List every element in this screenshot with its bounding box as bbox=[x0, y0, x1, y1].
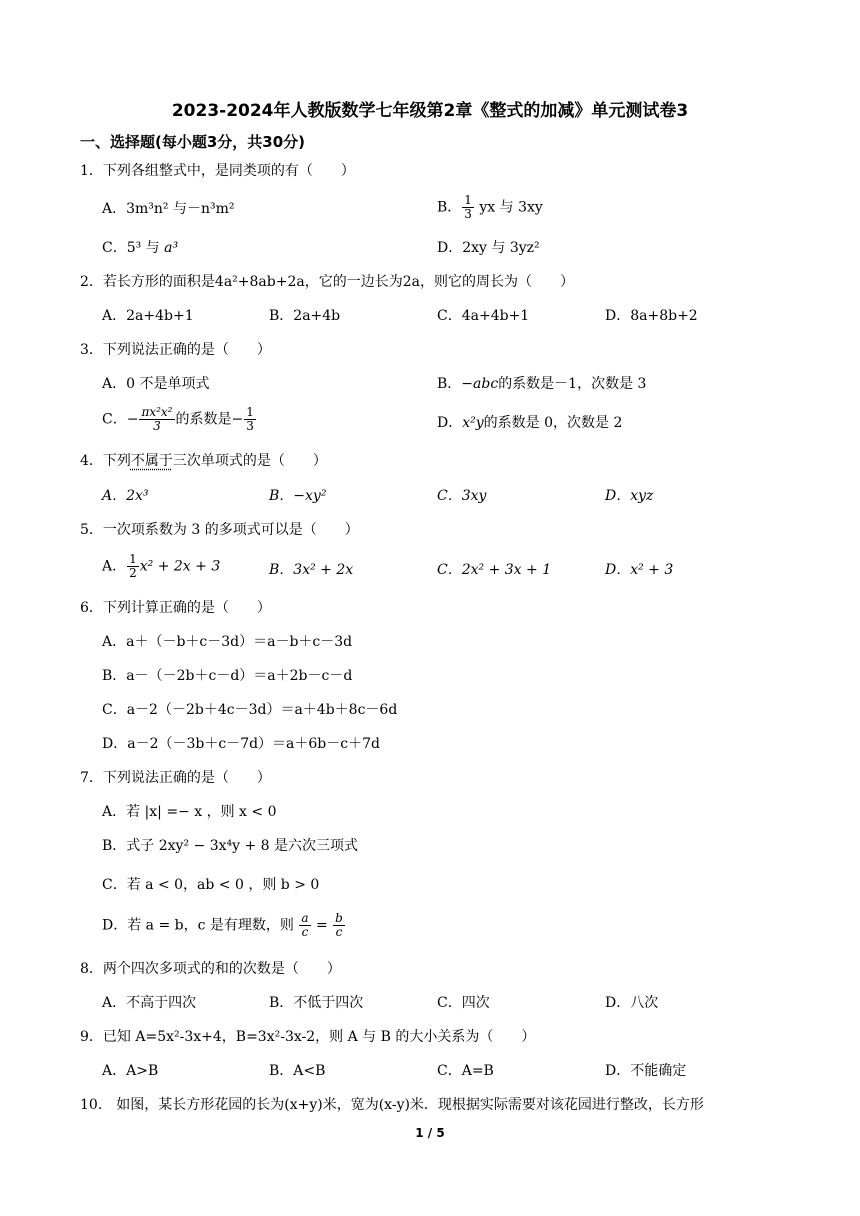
q5-option-a bbox=[102, 553, 220, 580]
q7-option-d bbox=[102, 912, 346, 939]
q6-option-a: A．a＋（－b＋c－3d）＝a－b＋c－3d bbox=[102, 634, 353, 650]
q5-option-c: C．2x² + 3x + 1 bbox=[437, 562, 552, 578]
q5-a-fraction: $\frac{1}{2}$ bbox=[129, 552, 137, 580]
q8-option-b: B．不低于四次 bbox=[269, 995, 364, 1011]
q3-option-d bbox=[437, 412, 622, 432]
q8-option-a: A．不高于四次 bbox=[102, 995, 197, 1011]
q2-option-d: D．8a+8b+2 bbox=[605, 308, 698, 324]
q1-option-a: A．3m³n² 与－n³m² bbox=[102, 201, 235, 217]
q7-d-text: D．若 a = b，c 是有理数，则 bbox=[102, 917, 299, 934]
q6-option-c: C．a－2（－2b＋4c－3d）＝a＋4b＋8c－6d bbox=[102, 702, 398, 718]
question-7: 7．下列说法正确的是（ ） bbox=[80, 770, 271, 786]
q5-option-b: B．3x² + 2x bbox=[269, 562, 354, 578]
question-5: 5．一次项系数为 3 的多项式可以是（ ） bbox=[80, 522, 359, 538]
q4-stem-pre: 4．下列 bbox=[80, 453, 131, 469]
q5-a-label: A． bbox=[102, 558, 127, 575]
q2-option-a: A．2a+4b+1 bbox=[102, 308, 194, 324]
q3-b-label: B． bbox=[437, 376, 462, 392]
q7-option-b: B．式子 2xy² − 3x⁴y + 8 是六次三项式 bbox=[102, 838, 359, 854]
question-4 bbox=[80, 450, 327, 470]
question-9: 9．已知 A=5x²-3x+4，B=3x²-3x-2，则 A 与 B 的大小关系为（ ） bbox=[80, 1029, 536, 1045]
q5-option-d: D．x² + 3 bbox=[605, 562, 674, 578]
q7-option-a: A．若 |x| =− x ，则 x < 0 bbox=[102, 804, 277, 820]
q1-option-b bbox=[437, 194, 543, 221]
q1-b-label: B． bbox=[437, 199, 462, 216]
q9-option-d: D．不能确定 bbox=[605, 1063, 687, 1079]
question-3: 3．下列说法正确的是（ ） bbox=[80, 342, 271, 358]
q4-option-d: D．xyz bbox=[605, 488, 654, 504]
q3-b-var: −abc bbox=[461, 376, 499, 392]
q3-c-text: 的系数是− bbox=[175, 411, 244, 428]
q7-d-equals: = bbox=[311, 917, 333, 934]
q3-b-text: 的系数是－1，次数是 3 bbox=[498, 376, 647, 392]
q1-c-var: a³ bbox=[164, 240, 179, 256]
q4-option-b: B．−xy² bbox=[269, 488, 327, 504]
q3-c-fraction-2: $\frac{1}{3}$ bbox=[246, 405, 254, 433]
q3-d-text: 的系数是 0，次数是 2 bbox=[483, 415, 623, 431]
question-1: 1．下列各组整式中，是同类项的有（ ） bbox=[80, 163, 355, 179]
q5-a-rest: x² + 2x + 3 bbox=[139, 558, 221, 575]
q9-option-c: C．A=B bbox=[437, 1063, 494, 1079]
q7-option-c: C．若 a < 0，ab < 0 ，则 b > 0 bbox=[102, 877, 320, 893]
q3-d-label: D． bbox=[437, 415, 463, 431]
q9-option-b: B．A<B bbox=[269, 1063, 326, 1079]
q4-option-c: C．3xy bbox=[437, 488, 487, 504]
q1-b-rest: yx 与 3xy bbox=[474, 199, 543, 216]
q7-d-fraction-2: $\frac{b}{c}$ bbox=[335, 911, 343, 939]
section-heading: 一、选择题(每小题3分，共30分) bbox=[80, 133, 306, 151]
q4-stem-post: 三次单项式的是（ ） bbox=[172, 453, 327, 469]
q4-stem-emphasis: 不属于 bbox=[130, 453, 173, 469]
q9-option-a: A．A>B bbox=[102, 1063, 159, 1079]
q6-option-d: D．a－2（－3b＋c－7d）＝a＋6b－c＋7d bbox=[102, 736, 380, 752]
question-2: 2．若长方形的面积是4a²+8ab+2a，它的一边长为2a，则它的周长为（ ） bbox=[80, 274, 574, 290]
q1-c-text: C．5³ 与 bbox=[102, 240, 165, 256]
q3-option-a: A．0 不是单项式 bbox=[102, 376, 210, 392]
question-6: 6．下列计算正确的是（ ） bbox=[80, 600, 271, 616]
q3-c-label: C．− bbox=[102, 411, 139, 428]
q7-d-fraction-1: $\frac{a}{c}$ bbox=[301, 911, 309, 939]
q1-b-fraction: $\frac{1}{3}$ bbox=[464, 193, 472, 221]
q3-option-b bbox=[437, 373, 646, 393]
q8-option-d: D．八次 bbox=[605, 995, 659, 1011]
q1-option-c bbox=[102, 237, 178, 257]
q3-option-c bbox=[102, 406, 257, 433]
question-10: 10. 如图，某长方形花园的长为(x+y)米，宽为(x-y)米．现根据实际需要对该花园进行整改，长方形 bbox=[80, 1097, 704, 1113]
q8-option-c: C．四次 bbox=[437, 995, 490, 1011]
q2-option-b: B．2a+4b bbox=[269, 308, 341, 324]
q6-option-b: B．a－（－2b＋c－d）＝a＋2b－c－d bbox=[102, 668, 353, 684]
q3-c-fraction: $\frac{\text{πx²x²}}{3}$ bbox=[141, 405, 173, 433]
question-8: 8．两个四次多项式的和的次数是（ ） bbox=[80, 961, 341, 977]
q2-option-c: C．4a+4b+1 bbox=[437, 308, 530, 324]
page-number: 1 / 5 bbox=[415, 1126, 445, 1140]
q4-option-a: A．2x³ bbox=[102, 488, 149, 504]
q3-d-var: x²y bbox=[462, 415, 484, 431]
page-title: 2023-2024年人教版数学七年级第2章《整式的加减》单元测试卷3 bbox=[171, 101, 689, 121]
q1-option-d: D．2xy 与 3yz² bbox=[437, 240, 540, 256]
